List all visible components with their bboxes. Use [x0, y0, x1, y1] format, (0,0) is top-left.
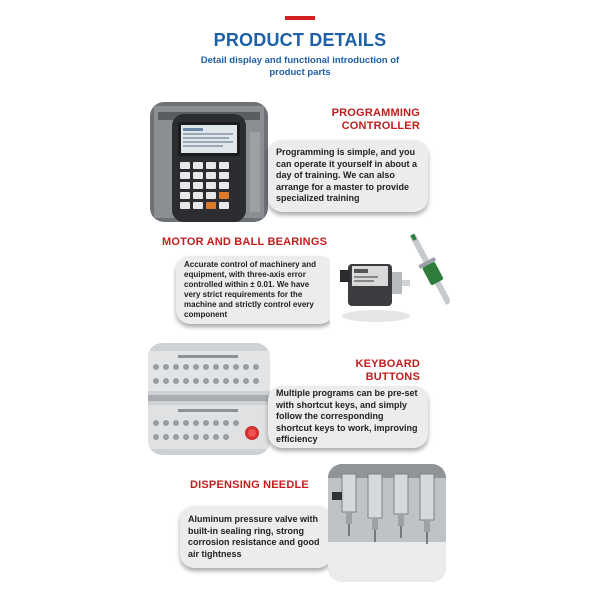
- dispensing-needle-text: Aluminum pressure valve with built-in sealing ring, strong corrosion resistance and good air tightness: [188, 514, 320, 559]
- keyboard-panel-image: [148, 343, 270, 455]
- keyboard-buttons-description: [268, 386, 428, 448]
- section-heading-dispensing-needle: DISPENSING NEEDLE: [190, 479, 309, 491]
- section-heading-keyboard-buttons: KEYBOARD BUTTONS: [355, 358, 420, 383]
- section-heading-motor-ball-bearings: MOTOR AND BALL BEARINGS: [162, 236, 328, 248]
- handheld-controller-image: [150, 102, 268, 222]
- motor-and-ball-screw-image: [330, 226, 450, 338]
- motor-ball-bearings-description: [176, 256, 334, 324]
- accent-bar: [285, 16, 315, 20]
- page-title: PRODUCT DETAILS: [213, 30, 387, 50]
- keyboard-buttons-text: Multiple programs can be pre-set with shortcut keys, and simply follow the corresponding shortcut keys to work, improving efficiency: [276, 388, 418, 445]
- section-heading-programming-controller: PROGRAMMING CONTROLLER: [331, 107, 420, 132]
- dispensing-needle-image: [328, 464, 446, 582]
- programming-controller-description: [268, 140, 428, 212]
- motor-ball-bearings-text: Accurate control of machinery and equipment, with three-axis error controlled within ± 0.01. We have very strict requirements for the machine and strictly control every component: [184, 260, 317, 319]
- page-subtitle: Detail display and functional introduction of product parts: [200, 55, 400, 78]
- programming-controller-text: Programming is simple, and you can operate it yourself in about a day of training. We can also arrange for a master to provide specialized training: [276, 147, 418, 204]
- dispensing-needle-description: [180, 506, 332, 568]
